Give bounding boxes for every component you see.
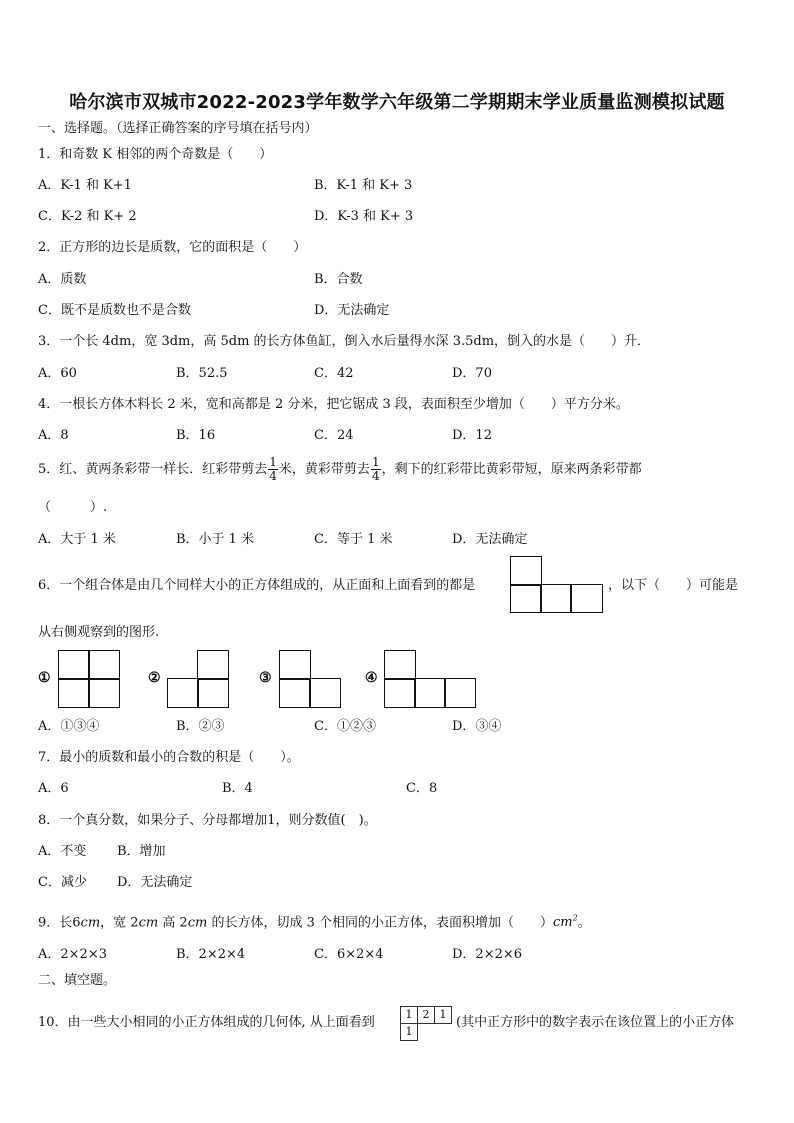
q6-continuation: 从右侧观察到的图形. [38, 625, 160, 640]
q6-option-d: D．③④ [452, 719, 502, 734]
q2-option-d: D．无法确定 [314, 303, 390, 318]
q8-option-c: C．减少 [38, 875, 87, 890]
q9-text-part-2: ，宽 2 [100, 915, 139, 931]
figure-label-3: ③ [259, 670, 272, 686]
q5-option-c: C．等于 1 米 [314, 532, 393, 547]
square-cell [88, 650, 120, 680]
q5-option-a: A．大于 1 米 [38, 532, 116, 547]
q9-option-a: A．2×2×3 [38, 947, 107, 962]
q4-option-c: C．24 [314, 428, 354, 443]
question-3: 3．一个长 4dm，宽 3dm，高 5dm 的长方体鱼缸，倒入水后量得水深 3.5dm，倒入的水是（ ）升． [38, 334, 651, 349]
square-cell [570, 584, 603, 613]
q10-text-part-1: 10．由一些大小相同的小正方体组成的几何体, 从上面看到 [38, 1015, 375, 1030]
square-cell [444, 678, 476, 708]
square-cell [58, 678, 90, 708]
fraction-numerator: 1 [269, 455, 277, 469]
fraction-denominator: 4 [269, 469, 277, 483]
q3-option-c: C．42 [314, 366, 354, 381]
section-heading-choice: 一、选择题。（选择正确答案的序号填在括号内） [38, 121, 318, 136]
q6-front-top-view-figure [510, 556, 604, 613]
q5-text-part-1: 5．红、黄两条彩带一样长．红彩带剪去 [38, 462, 268, 477]
square-cell [384, 678, 416, 708]
q7-option-a: A．6 [38, 781, 69, 796]
unit-cm: cm [138, 915, 159, 931]
question-5 [38, 454, 642, 486]
q1-option-d: D．K-3 和 K+ 3 [314, 209, 414, 224]
q8-option-b: B．增加 [117, 844, 166, 859]
unit-cm2 [553, 915, 578, 930]
figure-label-2: ② [148, 670, 161, 686]
q2-option-a: A．质数 [38, 272, 87, 287]
q9-text-part-3: 高 2 [158, 915, 188, 931]
q6-option-a: A．①③④ [38, 719, 100, 734]
q8-option-a: A．不变 [38, 844, 87, 859]
unit-cm: cm [80, 915, 101, 931]
q3-option-a: A．60 [38, 366, 77, 381]
q10-text-part-2: (其中正方形中的数字表示在该位置上的小正方体 [456, 1015, 735, 1030]
q6-text-part-2: ，以下（ ）可能是 [608, 578, 739, 593]
fraction-denominator: 4 [371, 469, 380, 483]
q4-option-b: B．16 [176, 428, 216, 443]
fraction-one-quarter [371, 456, 381, 483]
square-cell [309, 678, 341, 708]
q7-option-b: B．4 [222, 781, 253, 796]
number-cell: 2 [417, 1006, 435, 1024]
question-2: 2．正方形的边长是质数，它的面积是（ ） [38, 240, 307, 255]
q6-text-part-1: 6．一个组合体是由几个同样大小的正方体组成的，从正面和上面看到的都是 [38, 578, 476, 593]
figure-option-2 [167, 650, 229, 708]
q3-option-b: B．52.5 [176, 366, 228, 381]
square-cell [510, 584, 542, 613]
square-cell [279, 650, 311, 680]
question-1: 1．和奇数 K 相邻的两个奇数是（ ） [38, 147, 273, 162]
q5-option-d: D．无法确定 [452, 532, 528, 547]
figure-label-4: ④ [365, 670, 378, 686]
number-cell: 1 [400, 1023, 418, 1041]
q4-option-d: D．12 [452, 428, 492, 443]
q9-text-part-1: 9．长6 [38, 915, 81, 931]
square-cell [58, 650, 90, 680]
square-cell [510, 556, 542, 586]
q1-option-b: B．K-1 和 K+ 3 [314, 178, 413, 193]
q9-option-d: D．2×2×6 [452, 947, 523, 962]
q5-text-part-3: ，剩下的红彩带比黄彩带短，原来两条彩带都 [381, 462, 642, 477]
square-cell [540, 584, 572, 613]
square-cell [279, 678, 311, 708]
q1-option-a: A．K-1 和 K+1 [38, 178, 132, 193]
q6-option-b: B．②③ [176, 719, 225, 734]
fraction-one-quarter [268, 456, 278, 483]
q2-option-c: C．既不是质数也不是合数 [38, 303, 191, 318]
square-cell [384, 650, 416, 680]
section-heading-fill: 二、填空题。 [38, 973, 117, 988]
figure-option-4 [384, 650, 476, 708]
question-8: 8．一个真分数，如果分子、分母都增加1，则分数值( )。 [38, 813, 377, 828]
unit-cm-base: cm [553, 915, 573, 931]
q5-continuation: （ ）. [38, 500, 108, 515]
figure-option-1 [58, 650, 120, 708]
question-7: 7．最小的质数和最小的合数的积是（ ）。 [38, 750, 300, 765]
q1-option-c: C．K-2 和 K+ 2 [38, 209, 137, 224]
q7-option-c: C．8 [406, 781, 438, 796]
q5-text-part-2: 米，黄彩带剪去 [278, 462, 370, 477]
q8-option-d: D．无法确定 [117, 875, 193, 890]
q6-option-c: C．①②③ [314, 719, 376, 734]
unit-superscript: 2 [572, 914, 578, 923]
square-cell [88, 678, 120, 708]
q4-option-a: A．8 [38, 428, 69, 443]
figure-option-3 [279, 650, 341, 708]
unit-cm: cm [187, 915, 208, 931]
q9-text-part-5: 。 [577, 915, 591, 931]
q2-option-b: B．合数 [314, 272, 363, 287]
q10-top-view-grid [398, 1006, 454, 1042]
square-cell [197, 650, 229, 680]
number-cell: 1 [434, 1006, 452, 1024]
q9-option-b: B．2×2×4 [176, 947, 246, 962]
q5-option-b: B．小于 1 米 [176, 532, 255, 547]
question-9 [38, 911, 591, 931]
square-cell [197, 678, 229, 708]
square-cell [167, 678, 199, 708]
page-title: 哈尔滨市双城市2022-2023学年数学六年级第二学期期末学业质量监测模拟试题 [69, 92, 725, 113]
q9-text-part-4: 的长方体，切成 3 个相同的小正方体，表面积增加（ ） [207, 915, 553, 931]
fraction-numerator: 1 [371, 455, 380, 469]
question-4: 4．一根长方体木料长 2 米，宽和高都是 2 分米，把它锯成 3 段，表面积至少增加（ ）平方分米。 [38, 397, 629, 412]
q9-option-c: C．6×2×4 [314, 947, 384, 962]
q3-option-d: D．70 [452, 366, 492, 381]
number-cell: 1 [400, 1006, 418, 1024]
square-cell [414, 678, 446, 708]
figure-label-1: ① [38, 670, 51, 686]
